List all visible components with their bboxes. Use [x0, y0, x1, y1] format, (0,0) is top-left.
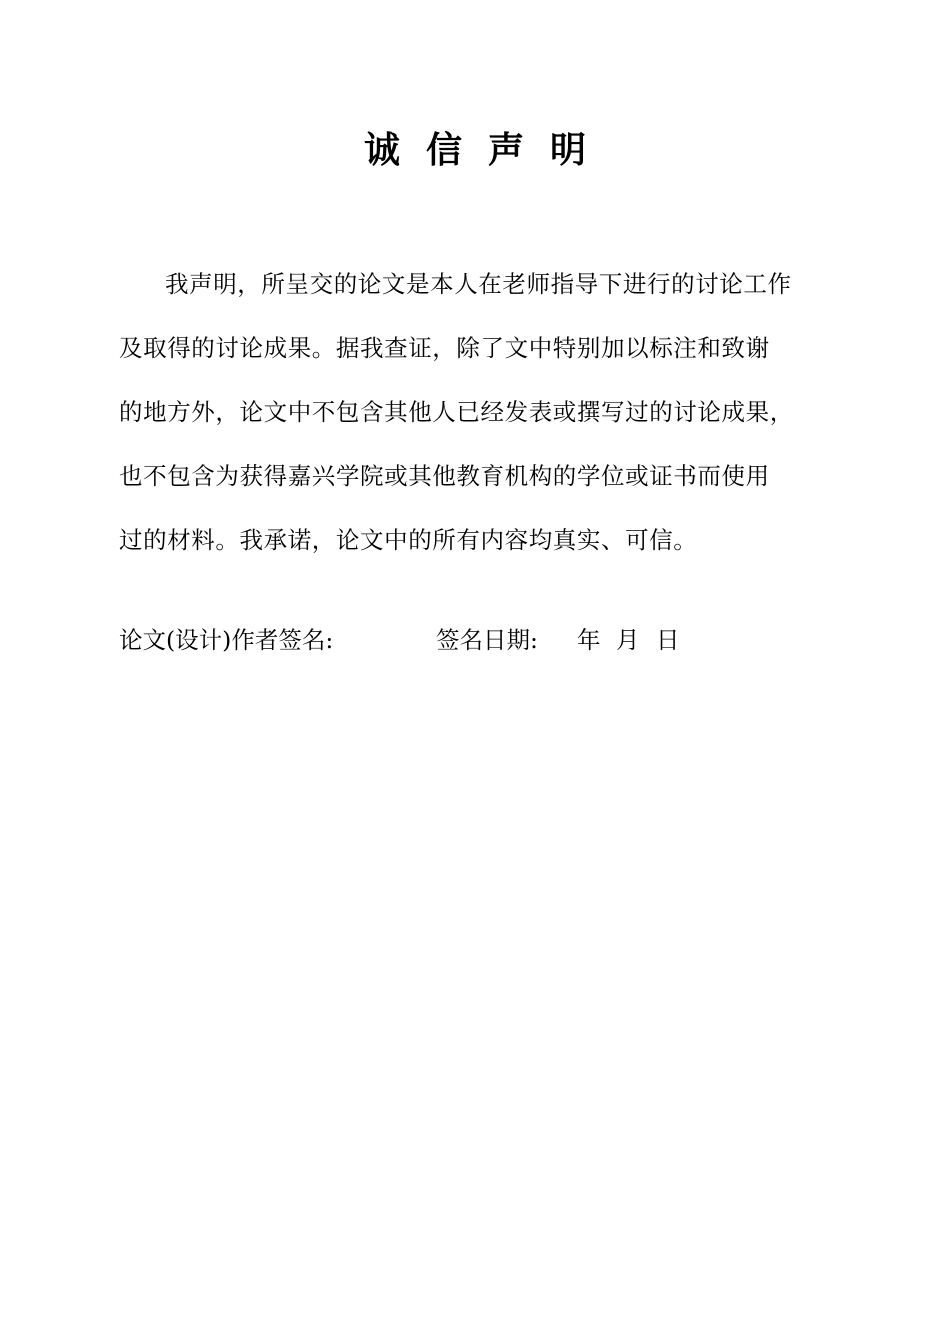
signature-date-label: 签名日期: [436, 626, 538, 654]
paragraph-line-3: 的地方外，论文中不包含其他人已经发表或撰写过的讨论成果， [119, 398, 794, 426]
paragraph-line-5: 过的材料。我承诺，论文中的所有内容均真实、可信。 [119, 526, 698, 554]
paragraph-line-1: 我声明，所呈交的论文是本人在老师指导下进行的讨论工作 [165, 270, 792, 298]
page-title: 诚信声明 [363, 129, 612, 171]
author-signature-label: 论文(设计)作者签名: [119, 626, 334, 654]
date-day-label: 日 [656, 626, 680, 654]
date-year-label: 年 [577, 626, 601, 654]
date-month-label: 月 [616, 626, 640, 654]
paragraph-line-2: 及取得的讨论成果。据我查证，除了文中特别加以标注和致谢 [119, 334, 770, 362]
paragraph-line-4: 也不包含为获得嘉兴学院或其他教育机构的学位或证书而使用 [119, 462, 770, 490]
